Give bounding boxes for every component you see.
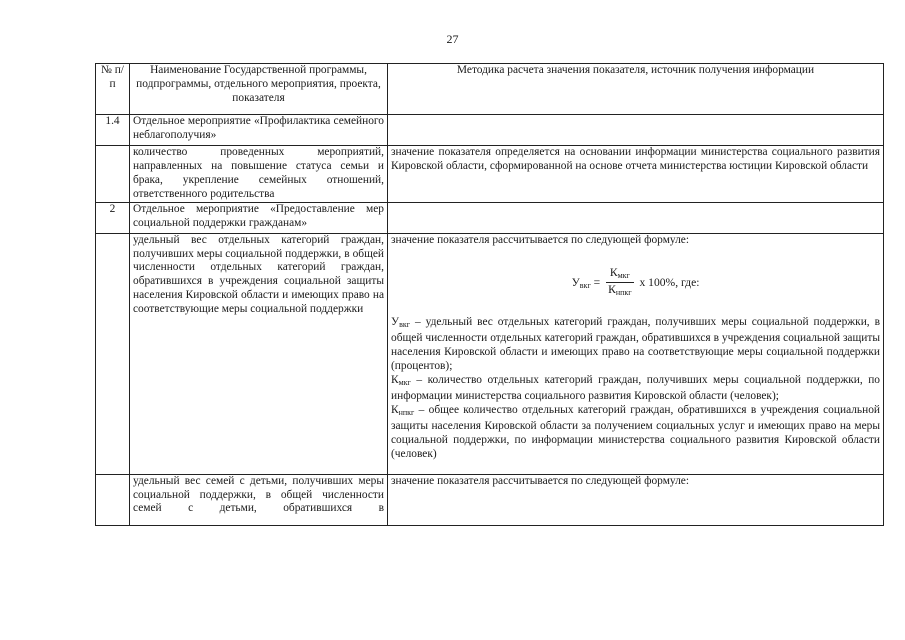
formula-lhs: У (571, 275, 580, 289)
table-row (96, 115, 884, 146)
row-method: значение показателя рассчитывается по следующей формуле: (388, 474, 884, 525)
definition-symbol-sub: мкг (398, 377, 411, 387)
table-row (96, 146, 884, 203)
definition-symbol: К (391, 403, 399, 416)
definition-text: – общее количество отдельных категорий граждан, обратившихся в учреждения социальной защиты населения Кировской области за получением социальных услуг и имеющих право на меры социальной поддержки, по информации министерства социального развития Кировской области (человек) (391, 403, 880, 460)
definition (391, 404, 880, 462)
table-row (96, 233, 884, 474)
table-header-row (96, 64, 884, 115)
formula-lhs-sub: вкг (579, 280, 591, 290)
row-name: Отдельное мероприятие «Профилактика семейного неблагополучия» (130, 115, 388, 146)
definition-symbol-sub: нпкг (398, 407, 415, 417)
row-method (388, 202, 884, 233)
definition-text: – удельный вес отдельных категорий граждан, получивших меры социальной поддержки, в общей численности отдельных категорий граждан, обратившихся в учреждения социальной защиты населения Кировской области и имеющих право на соответствующие меры социальной поддержки (процентов); (391, 316, 880, 373)
definition-text: – количество отдельных категорий граждан, получивших меры социальной поддержки, по информации министерства социального развития Кировской области (человек); (391, 373, 880, 402)
table-row (96, 474, 884, 525)
formula-denominator-sub: нпкг (615, 288, 632, 298)
row-number: 2 (96, 202, 130, 233)
formula-numerator-sub: мкг (617, 270, 630, 280)
row-name: удельный вес отдельных категорий граждан, получивших меры социальной поддержки, в общей численности отдельных категорий граждан, обратившихся в учреждения социальной защиты населения Кировской области и имеющих право на соответствующие меры социальной поддержки (130, 233, 388, 474)
formula-fraction (606, 266, 633, 301)
row-method (388, 233, 884, 474)
header-name: Наименование Государственной программы, подпрограммы, отдельного мероприятия, проекта, показателя (130, 64, 388, 115)
row-name: Отдельное мероприятие «Предоставление мер социальной поддержки гражданам» (130, 202, 388, 233)
formula-tail: х 100%, где: (639, 275, 700, 289)
header-method: Методика расчета значения показателя, источник получения информации (388, 64, 884, 115)
methodology-table (95, 63, 884, 526)
row-number (96, 233, 130, 474)
definition (391, 374, 880, 404)
definition (391, 316, 880, 374)
row-name: количество проведенных мероприятий, направленных на повышение статуса семьи и брака, укрепление семейных отношений, ответственного родительства (130, 146, 388, 203)
row-number: 1.4 (96, 115, 130, 146)
row-number (96, 474, 130, 525)
formula: $У_{вкг}$ = $\frac{К_{мкг}}{К_{нпкг}}$ х 100%, где: (391, 266, 880, 301)
definition-symbol: К (391, 373, 399, 386)
formula-denominator: К (608, 283, 616, 297)
header-number: № п/п (96, 64, 130, 115)
definition-symbol: У (391, 316, 400, 329)
row-method (388, 115, 884, 146)
row-name: удельный вес семей с детьми, получивших меры социальной поддержки, в общей численности семей с детьми, обратившихся в (130, 474, 388, 525)
formula-numerator: К (609, 265, 618, 279)
row-method: значение показателя определяется на основании информации министерства социального развития Кировской области, сформированной на основе отчета министерства юстиции Кировской области (388, 146, 884, 203)
table-row (96, 202, 884, 233)
row-number (96, 146, 130, 203)
definition-symbol-sub: вкг (399, 320, 411, 330)
page-number: 27 (446, 32, 459, 46)
method-intro: значение показателя рассчитывается по следующей формуле: (391, 233, 689, 246)
